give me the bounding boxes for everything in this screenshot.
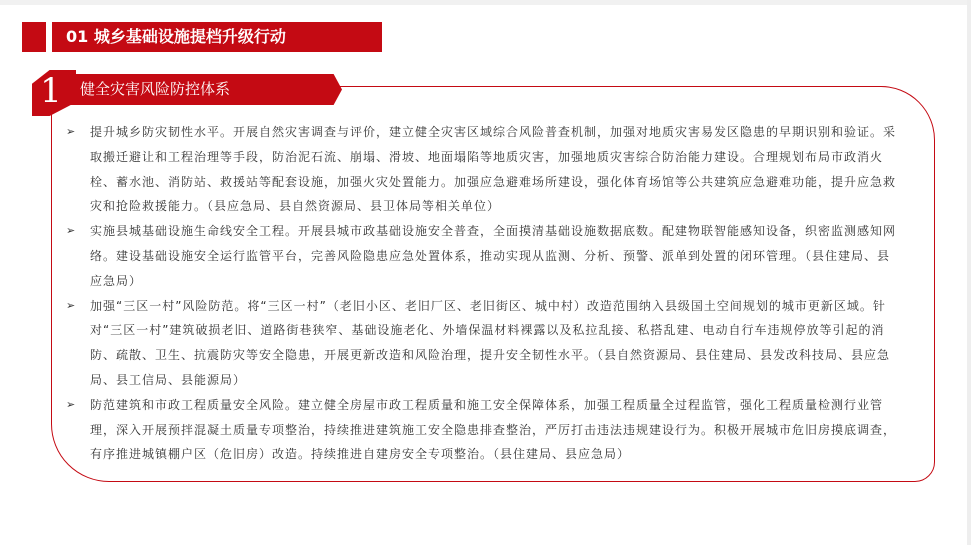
list-item-text: 防范建筑和市政工程质量安全风险。建立健全房屋市政工程质量和施工安全保障体系，加强工程质量全过程监管，强化工程质量检测行业管理，深入开展预拌混凝土质量专项整治，持续推进建筑施工安全隐患排查整治，严厉打击违法违规建设行为。积极开展城市危旧房摸底调查，有序推进城镇棚户区（危旧房）改造。持续推进自建房安全专项整治。（县住建局、县应急局） bbox=[90, 397, 897, 462]
list-item-text: 实施县城基础设施生命线安全工程。开展县城市政基础设施安全普查，全面摸清基础设施数据底数。配建物联智能感知设备，织密监测感知网络。建设基础设施安全运行监管平台，完善风险隐患应急处置体系，推动实现从监测、分析、预警、派单到处置的闭环管理。（县住建局、县应急局） bbox=[90, 224, 897, 288]
list-item bbox=[66, 219, 896, 293]
list-item bbox=[66, 393, 896, 467]
section-number: 1 bbox=[40, 71, 62, 111]
right-edge bbox=[967, 0, 971, 545]
page-title-bar bbox=[22, 22, 382, 52]
bullet-list bbox=[66, 120, 896, 467]
bullet-arrow-icon: ➢ bbox=[66, 298, 77, 312]
bullet-arrow-icon: ➢ bbox=[66, 125, 77, 138]
page-title: 01 城乡基础设施提档升级行动 bbox=[66, 27, 286, 46]
list-item-text: 加强“三区一村”风险防范。将“三区一村”（老旧小区、老旧厂区、老旧街区、城中村）改造范围纳入县级国土空间规划的城市更新区域。针对“三区一村”建筑破损老旧、道路街巷狭窄、基础设施老化、外墙保温材料裸露以及私拉乱接、私搭乱建、电动自行车违规停放等引起的消防、疏散、卫生、抗震防灾等安全隐患，开展更新改造和风险治理，提升安全韧性水平。（县自然资源局、县住建局、县发改科技局、县应急局、县工信局、县能源局） bbox=[90, 298, 891, 387]
top-divider bbox=[0, 0, 971, 5]
bullet-arrow-icon: ➢ bbox=[66, 224, 77, 238]
list-item bbox=[66, 120, 896, 219]
section-title: 健全灾害风险防控体系 bbox=[80, 80, 231, 98]
title-accent-block bbox=[22, 22, 46, 52]
bullet-arrow-icon: ➢ bbox=[66, 397, 77, 411]
list-item bbox=[66, 294, 896, 393]
list-item-text: 提升城乡防灾韧性水平。开展自然灾害调查与评价，建立健全灾害区域综合风险普查机制，加强对地质灾害易发区隐患的早期识别和验证。采取搬迁避让和工程治理等手段，防治泥石流、崩塌、滑坡、地面塌陷等地质灾害，加强地质灾害综合防治能力建设。合理规划布局市政消火栓、蓄水池、消防站、救援站等配套设施，加强火灾处置能力。加强应急避难场所建设，强化体育场馆等公共建筑应急避难功能，提升应急救灾和抢险救援能力。（县应急局、县自然资源局、县卫体局等相关单位） bbox=[90, 125, 897, 214]
